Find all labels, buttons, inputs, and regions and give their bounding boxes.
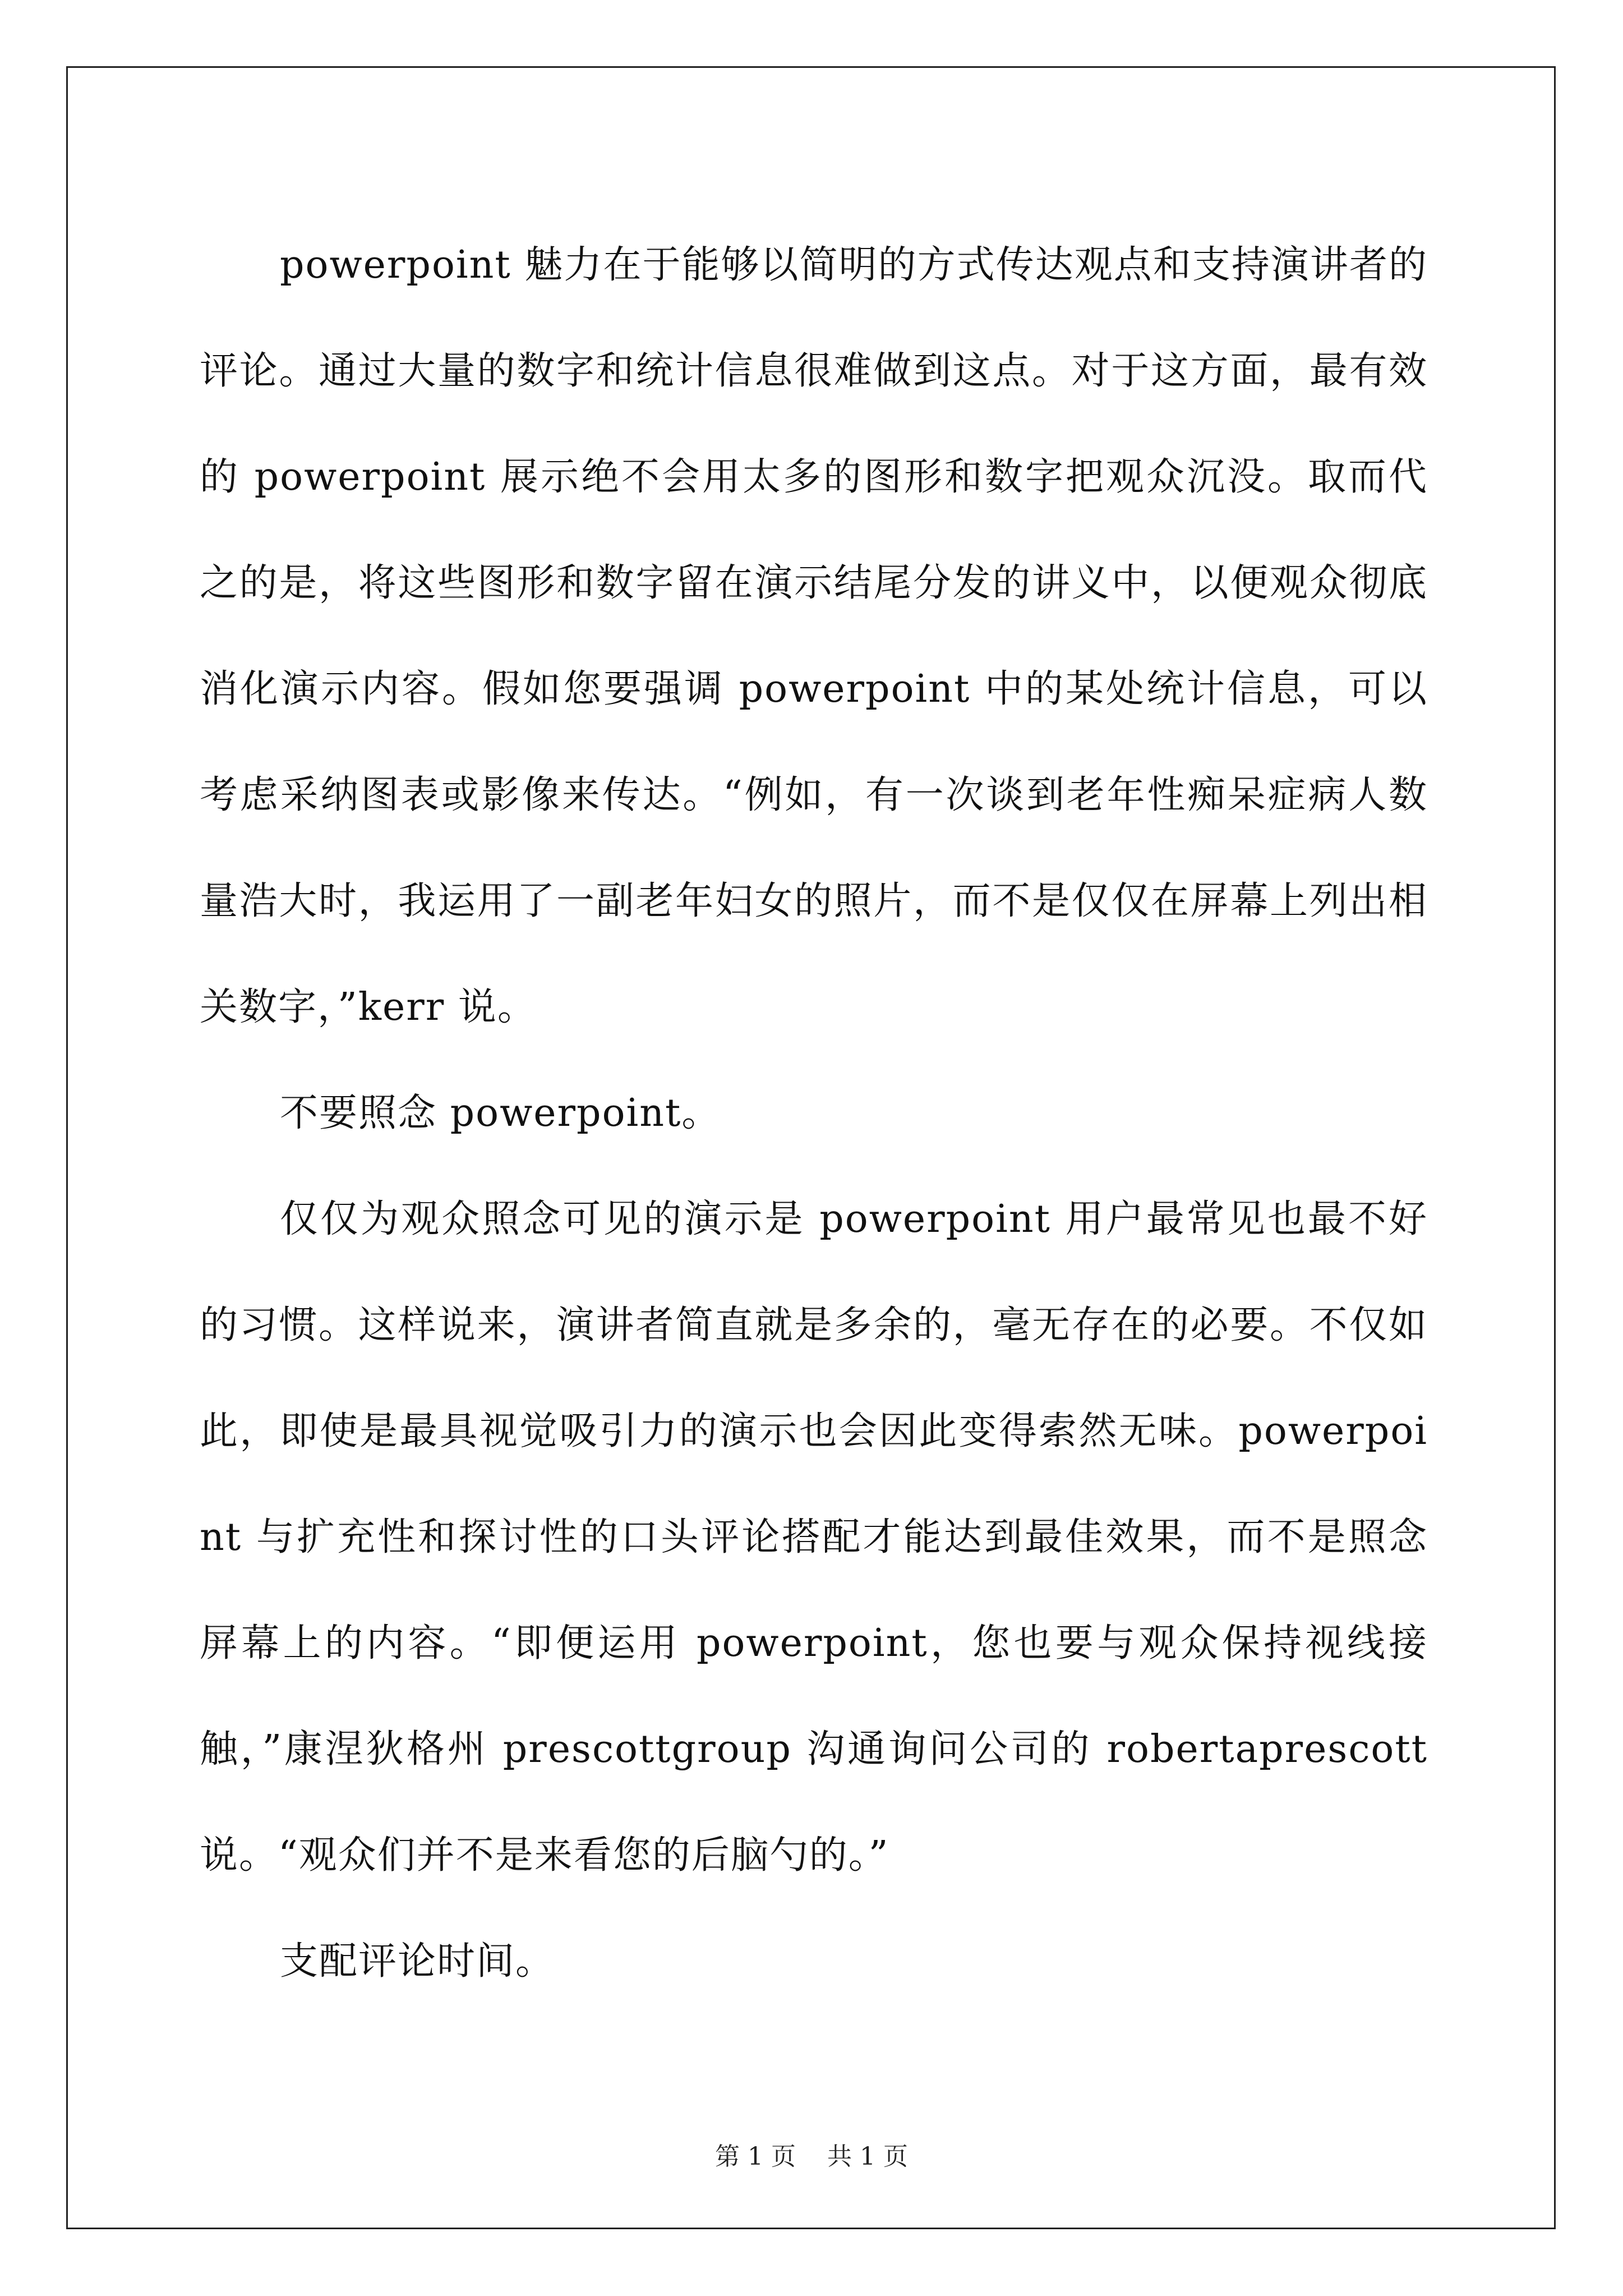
page-number-total: 共 1 页 (827, 2142, 908, 2171)
paragraph-1: powerpoint 魅力在于能够以简明的方式传达观点和支持演讲者的评论。通过大量的数字和统计信息很难做到这点。对于这方面，最有效的 powerpoint 展示绝不会用太多的图形和数字把观众沉没。取而代之的是，将这些图形和数字留在演示结尾分发的讲义中，以便观众彻底消化演示内容。假如您要强调 powerpoint 中的某处统计信息，可以考虑采纳图表或影像来传达。“例如，有一次谈到老年性痴呆症病人数量浩大时，我运用了一副老年妇女的照片，而不是仅仅在屏幕上列出相关数字，”kerr 说。 (200, 243, 1428, 1029)
paragraph-4: 支配评论时间。 (280, 1939, 555, 1984)
page-footer (0, 2136, 1623, 2172)
paragraph-2: 不要照念 powerpoint。 (280, 1091, 721, 1135)
page-number-current: 第 1 页 (715, 2142, 796, 2171)
document-body (200, 212, 1428, 2014)
paragraph-3: 仅仅为观众照念可见的演示是 powerpoint 用户最常见也最不好的习惯。这样说来，演讲者简直就是多余的，毫无存在的必要。不仅如此，即使是最具视觉吸引力的演示也会因此变得索然无味。powerpoint 与扩充性和探讨性的口头评论搭配才能达到最佳效果，而不是照念屏幕上的内容。“即便运用 powerpoint，您也要与观众保持视线接触，”康涅狄格州 prescottgroup 沟通询问公司的 robertaprescott 说。“观众们并不是来看您的后脑勺的。” (200, 1197, 1428, 1878)
